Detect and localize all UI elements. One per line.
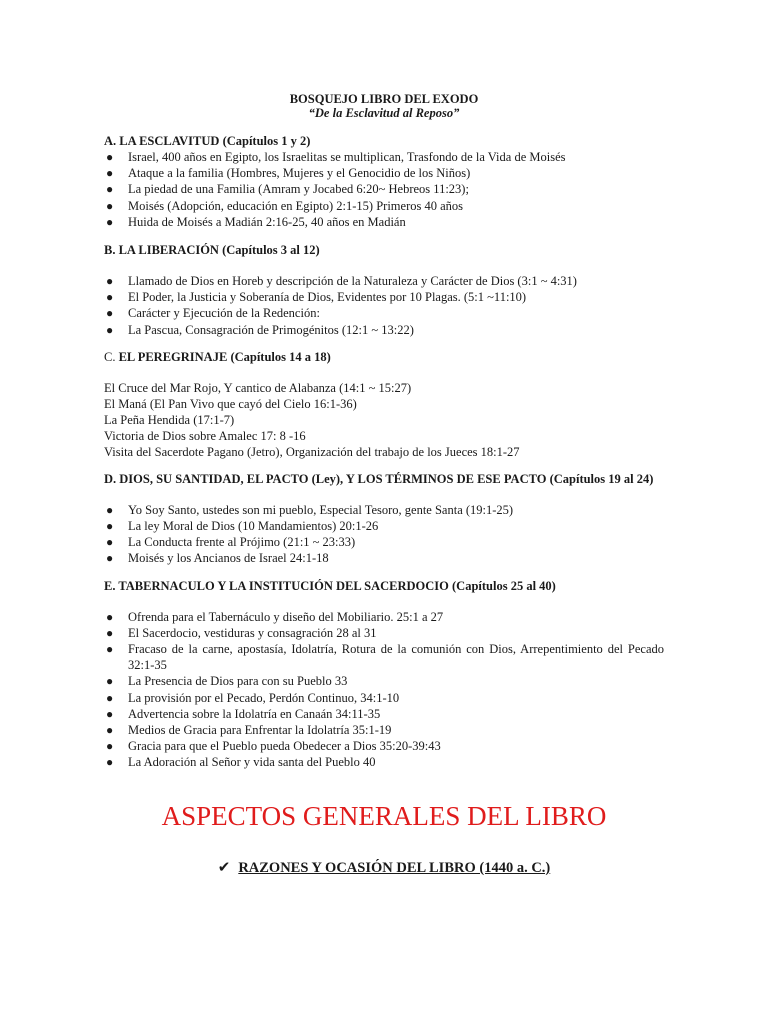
section-d-title: D. DIOS, SU SANTIDAD, EL PACTO (Ley), Y LOS TÉRMINOS DE ESE PACTO (104, 471, 547, 486)
section-e-heading (104, 579, 664, 594)
section-a-list (104, 149, 664, 230)
bullet-icon: ● (106, 755, 114, 770)
section-a-chapters: (Capítulos 1 y 2) (219, 134, 311, 148)
bullet-icon: ● (106, 625, 114, 640)
bullet-icon: ● (106, 706, 114, 721)
bullet-icon: ● (106, 502, 114, 517)
section-d-list (104, 502, 664, 567)
bullet-icon: ● (106, 551, 114, 566)
section-d-chapters: (Capítulos 19 al 24) (546, 471, 654, 486)
list-item: ● Carácter y Ejecución de la Redención: (106, 306, 320, 321)
list-item: El Maná (El Pan Vivo que cayó del Cielo 16:1-36) (104, 396, 357, 411)
bullet-icon: ● (106, 690, 114, 705)
bullet-icon: ● (106, 166, 114, 181)
document-subtitle: “De la Esclavitud al Reposo” (308, 106, 460, 120)
checkmark-icon: ✔ (217, 858, 231, 876)
section-b-chapters: (Capítulos 3 al 12) (218, 243, 320, 258)
list-item: ● Moisés y los Ancianos de Israel 24:1-18 (106, 551, 329, 566)
list-item: ● Ataque a la familia (Hombres, Mujeres y el Genocidio de los Niños) (106, 166, 471, 181)
bullet-icon: ● (106, 182, 114, 197)
section-b-list (104, 273, 664, 338)
reasons-subheading-text: RAZONES Y OCASIÓN DEL LIBRO (1440 a. C.) (238, 860, 551, 876)
section-a-heading (104, 134, 664, 149)
document-page (104, 92, 664, 771)
list-item: Victoria de Dios sobre Amalec 17: 8 -16 (104, 428, 306, 443)
list-item: ● Advertencia sobre la Idolatría en Canaán 34:11-35 (106, 706, 381, 721)
section-c-letter: C. (104, 349, 119, 364)
list-item: ● Medios de Gracia para Enfrentar la Idolatría 35:1-19 (106, 723, 392, 738)
list-item: ● La Adoración al Señor y vida santa del Pueblo 40 (106, 755, 376, 770)
list-item: ● Fracaso de la carne, apostasía, Idolatría, Rotura de la comunión con Dios, Arrepentimiento del Pecado 32:1-35 (106, 642, 664, 673)
list-item: ● La ley Moral de Dios (10 Mandamientos) 20:1-26 (106, 519, 379, 534)
section-a-title: A. LA ESCLAVITUD (104, 134, 220, 148)
section-b-heading (104, 243, 664, 258)
section-c-lines (104, 380, 664, 460)
list-item: ● El Sacerdocio, vestiduras y consagración 28 al 31 (106, 625, 377, 640)
list-item: ● Llamado de Dios en Horeb y descripción de la Naturaleza y Carácter de Dios (3:1 ~ 4:31) (106, 274, 577, 289)
section-d-heading (104, 472, 664, 487)
list-item: ● La Pascua, Consagración de Primogénitos (12:1 ~ 13:22) (106, 322, 414, 337)
bullet-icon: ● (106, 535, 114, 550)
section-e-chapters: (Capítulos 25 al 40) (448, 578, 556, 593)
bullet-icon: ● (106, 290, 114, 305)
bullet-icon: ● (106, 274, 114, 289)
list-item: ● Huida de Moisés a Madián 2:16-25, 40 años en Madián (106, 214, 406, 229)
list-item: ● La Presencia de Dios para con su Pueblo 33 (106, 674, 348, 689)
bullet-icon: ● (106, 739, 114, 754)
bullet-icon: ● (106, 642, 114, 657)
list-item: ● Ofrenda para el Tabernáculo y diseño del Mobiliario. 25:1 a 27 (106, 609, 444, 624)
list-item: El Cruce del Mar Rojo, Y cantico de Alabanza (14:1 ~ 15:27) (104, 380, 412, 395)
list-item: Visita del Sacerdote Pagano (Jetro), Organización del trabajo de los Jueces 18:1-27 (104, 444, 520, 459)
bullet-icon: ● (106, 214, 114, 229)
bullet-icon: ● (106, 322, 114, 337)
list-item: ● Moisés (Adopción, educación en Egipto) 2:1-15) Primeros 40 años (106, 198, 464, 213)
bullet-icon: ● (106, 198, 114, 213)
bullet-icon: ● (106, 723, 114, 738)
list-item: ● La Conducta frente al Prójimo (21:1 ~ 23:33) (106, 535, 356, 550)
section-e-list (104, 609, 664, 771)
list-item: La Peña Hendida (17:1-7) (104, 412, 235, 427)
bullet-icon: ● (106, 674, 114, 689)
list-item: ● Yo Soy Santo, ustedes son mi pueblo, Especial Tesoro, gente Santa (19:1-25) (106, 502, 514, 517)
bullet-icon: ● (106, 609, 114, 624)
list-item: ● La piedad de una Familia (Amram y Jocabed 6:20~ Hebreos 11:23); (106, 182, 469, 197)
section-c-title: EL PEREGRINAJE (118, 349, 228, 364)
reasons-subheading (0, 858, 768, 877)
list-item: ● Gracia para que el Pueblo pueda Obedecer a Dios 35:20-39:43 (106, 739, 441, 754)
bullet-icon: ● (106, 519, 114, 534)
document-title: BOSQUEJO LIBRO DEL EXODO (289, 92, 479, 106)
list-item: ● La provisión por el Pecado, Perdón Continuo, 34:1-10 (106, 690, 400, 705)
section-c-heading (104, 350, 664, 365)
list-item: ● Israel, 400 años en Egipto, los Israelitas se multiplican, Trasfondo de la Vida de Moisés (106, 150, 566, 164)
section-e-title: E. TABERNACULO Y LA INSTITUCIÓN DEL SACERDOCIO (104, 578, 449, 593)
list-item: ● El Poder, la Justicia y Soberanía de Dios, Evidentes por 10 Plagas. (5:1 ~11:10) (106, 290, 527, 305)
section-b-title: B. LA LIBERACIÓN (104, 243, 219, 258)
section-c-chapters: (Capítulos 14 a 18) (227, 349, 331, 364)
bullet-icon: ● (106, 150, 114, 164)
bullet-icon: ● (106, 306, 114, 321)
general-aspects-title: ASPECTOS GENERALES DEL LIBRO (161, 801, 607, 831)
